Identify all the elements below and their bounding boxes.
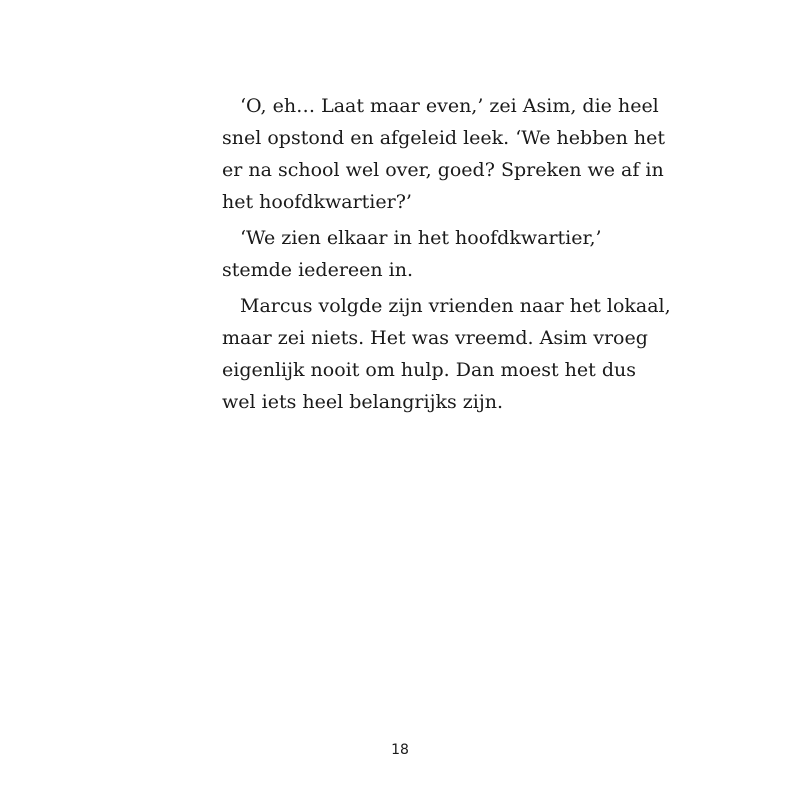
text-line: ‘O, eh… Laat maar even,’ zei Asim, die heel <box>240 95 659 117</box>
text-line: maar zei niets. Het was vreemd. Asim vroeg <box>222 327 648 349</box>
text-line: het hoofdkwartier?’ <box>222 191 412 213</box>
text-line: Marcus volgde zijn vrienden naar het lokaal, <box>240 295 671 317</box>
text-line: eigenlijk nooit om hulp. Dan moest het dus <box>222 359 636 381</box>
text-line: er na school wel over, goed? Spreken we af in <box>222 159 664 181</box>
text-line: wel iets heel belangrijks zijn. <box>222 391 504 413</box>
text-line: stemde iedereen in. <box>222 259 414 281</box>
paragraph-2 <box>222 222 602 286</box>
paragraph-3 <box>222 290 671 418</box>
text-line: ‘We zien elkaar in het hoofdkwartier,’ <box>240 227 602 249</box>
paragraph-1 <box>222 90 666 218</box>
body-text <box>222 90 671 418</box>
page-number: 18 <box>391 742 409 758</box>
text-line: snel opstond en afgeleid leek. ‘We hebben het <box>222 127 666 149</box>
